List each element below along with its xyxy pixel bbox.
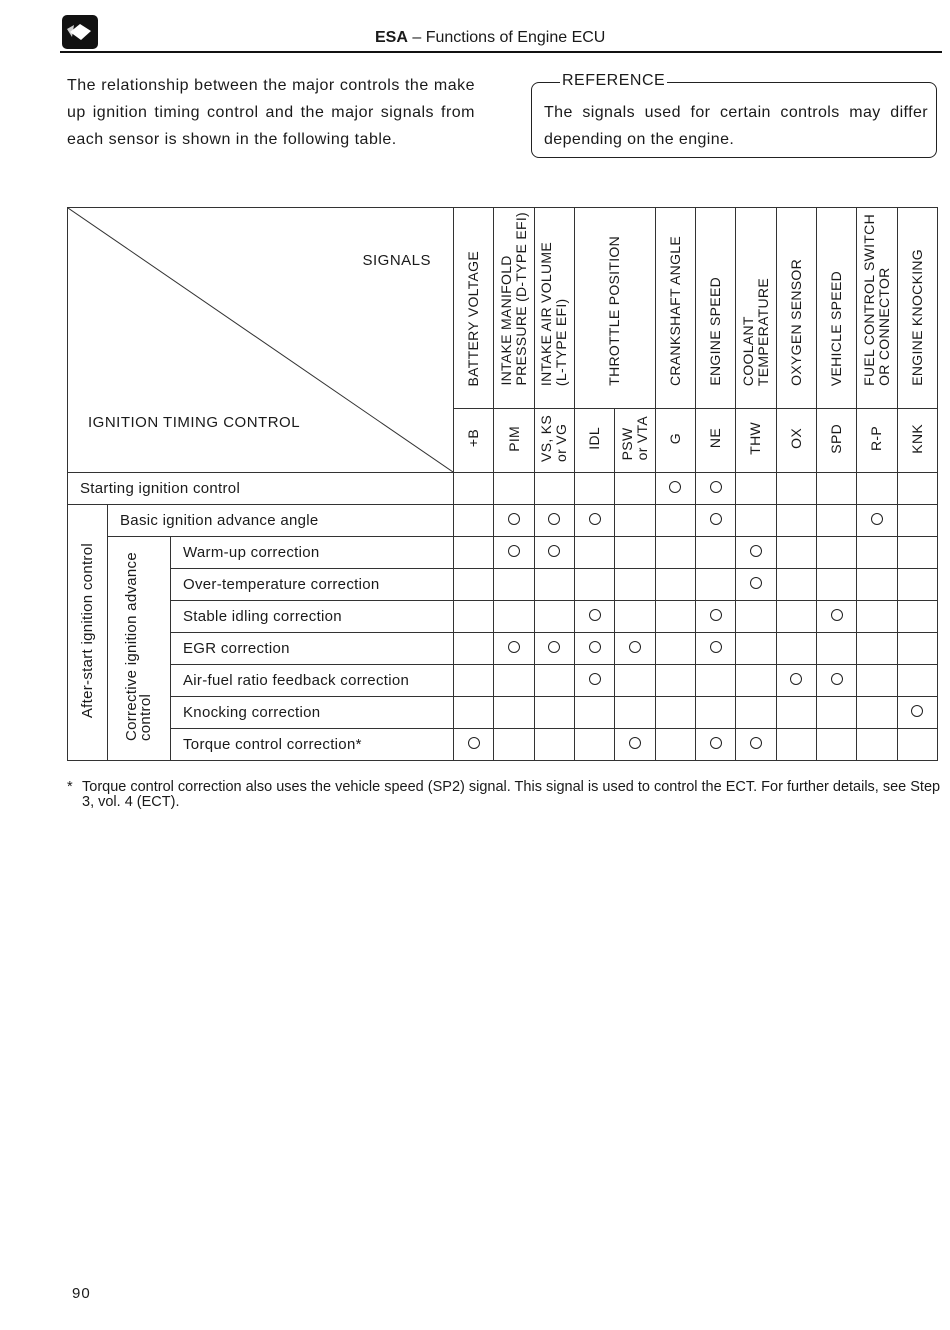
control-label: Over-temperature correction [171,569,454,601]
signal-cell [454,729,494,761]
signal-code-label: VS, KS or VG [538,415,570,462]
signal-cell [454,633,494,665]
signal-cell [615,729,655,761]
signal-cell [494,633,534,665]
table-row [68,473,938,505]
signal-header [534,208,574,409]
signal-cell [575,473,615,505]
signal-cell [534,569,574,601]
signal-code [575,409,615,473]
signal-cell [897,473,937,505]
used-signal-circle-icon [548,545,560,557]
signal-cell [454,569,494,601]
reference-label: REFERENCE [562,72,666,89]
signal-header [736,208,776,409]
signal-cell [615,601,655,633]
signal-cell [816,729,856,761]
signal-cell [695,569,735,601]
signal-header [776,208,816,409]
signal-cell [575,665,615,697]
signal-cell [857,729,897,761]
signal-cell [575,569,615,601]
signal-cell [615,537,655,569]
signal-cell [736,505,776,537]
signal-cell [655,665,695,697]
signal-cell [655,601,695,633]
signal-cell [776,633,816,665]
reference-box [531,72,937,158]
signal-code-label: KNK [908,423,925,454]
signals-heading: SIGNALS [362,252,432,269]
signal-cell [695,505,735,537]
used-signal-circle-icon [790,673,802,685]
signal-name: INTAKE AIR VOLUME (L-TYPE EFI) [538,241,570,386]
signal-cell [897,633,937,665]
signal-cell [575,697,615,729]
signal-cell [857,569,897,601]
intro-paragraph: The relationship between the major controls the make up ignition timing control and the major signals from each sensor is shown in the following table. [67,77,475,148]
signal-cell [736,697,776,729]
signal-cell [695,473,735,505]
signal-name: FUEL CONTROL SWITCH OR CONNECTOR [860,214,892,386]
signal-cell [736,473,776,505]
signal-cell [736,665,776,697]
used-signal-circle-icon [710,737,722,749]
signal-cell [615,473,655,505]
signal-header [816,208,856,409]
control-label: Stable idling correction [171,601,454,633]
signal-code [776,409,816,473]
signal-header [655,208,695,409]
signal-cell [615,505,655,537]
signal-header [575,208,656,409]
signal-cell [454,697,494,729]
signal-code-label: IDL [586,427,603,450]
used-signal-circle-icon [629,641,641,653]
signal-name: COOLANT TEMPERATURE [739,277,771,386]
signal-cell [736,569,776,601]
signal-cell [534,601,574,633]
used-signal-circle-icon [468,737,480,749]
signal-cell [776,729,816,761]
signal-cell [816,473,856,505]
manual-logo-icon [62,15,98,49]
used-signal-circle-icon [710,641,722,653]
signal-code-label: PSW or VTA [618,416,650,461]
signal-cell [857,665,897,697]
signal-header [494,208,534,409]
signal-code-label: OX [787,428,804,449]
signal-cell [534,697,574,729]
used-signal-circle-icon [831,609,843,621]
signal-code [534,409,574,473]
signal-cell [494,473,534,505]
signal-cell [695,729,735,761]
signal-cell [494,729,534,761]
signal-cell [736,601,776,633]
signal-name: OXYGEN SENSOR [787,259,804,386]
signal-cell [575,601,615,633]
signal-cell [454,537,494,569]
table-row [68,569,938,601]
signal-cell [534,729,574,761]
signal-cell [897,729,937,761]
signal-cell [776,697,816,729]
signal-cell [494,697,534,729]
signal-cell [816,633,856,665]
footnote-text: Torque control correction also uses the vehicle speed (SP2) signal. This signal is used to control the ECT. For further details, see Step 3, vol. 4 (ECT). [82,779,941,810]
signal-cell [816,601,856,633]
page-header-title: ESA – Functions of Engine ECU [375,29,606,46]
signal-cell [897,601,937,633]
signal-cell [454,601,494,633]
signal-cell [857,505,897,537]
signal-code [494,409,534,473]
signal-cell [776,505,816,537]
signal-cell [816,697,856,729]
signal-cell [695,633,735,665]
signal-cell [575,537,615,569]
signal-cell [736,537,776,569]
signal-cell [615,665,655,697]
signal-cell [776,537,816,569]
control-label: Air-fuel ratio feedback correction [171,665,454,697]
signal-cell [534,537,574,569]
signal-cell [534,473,574,505]
signal-cell [897,537,937,569]
signal-cell [454,505,494,537]
signal-cell [655,633,695,665]
signal-code-label: +B [465,429,482,448]
used-signal-circle-icon [831,673,843,685]
signal-cell [776,601,816,633]
control-label: Torque control correction* [171,729,454,761]
signal-header [857,208,897,409]
signal-cell [494,537,534,569]
signal-cell [897,569,937,601]
after-start-group [68,505,108,761]
signals-table [67,207,938,761]
signal-cell [454,665,494,697]
signal-code-label: SPD [828,423,845,454]
signal-cell [897,505,937,537]
table-row [68,665,938,697]
signal-name: ENGINE KNOCKING [908,249,925,386]
signal-code [816,409,856,473]
signal-name: INTAKE MANIFOLD PRESSURE (D-TYPE EFI) [498,212,529,386]
signal-name: ENGINE SPEED [707,277,724,386]
signal-cell [615,697,655,729]
control-label: Warm-up correction [171,537,454,569]
table-row [68,601,938,633]
footnote [67,780,942,810]
signal-cell [534,633,574,665]
signal-cell [857,633,897,665]
used-signal-circle-icon [710,513,722,525]
signal-code [655,409,695,473]
control-label: Starting ignition control [68,473,454,505]
signal-cell [615,569,655,601]
signal-cell [454,473,494,505]
signal-name: THROTTLE POSITION [606,236,623,386]
used-signal-circle-icon [629,737,641,749]
page-number: 90 [72,1285,91,1302]
signal-code [615,409,655,473]
signal-cell [655,505,695,537]
signal-cell [494,601,534,633]
table-row [68,505,938,537]
signal-cell [655,569,695,601]
reference-text: The signals used for certain controls may differ depending on the engine. [544,104,928,148]
signal-code [736,409,776,473]
signal-cell [816,505,856,537]
signal-cell [655,697,695,729]
signal-code [454,409,494,473]
signal-cell [897,665,937,697]
used-signal-circle-icon [548,641,560,653]
signal-cell [575,505,615,537]
signal-code [897,409,937,473]
signal-cell [776,473,816,505]
signal-name: VEHICLE SPEED [828,270,845,386]
signal-code-label: NE [707,428,724,449]
header-rule [60,51,942,53]
signal-cell [695,537,735,569]
used-signal-circle-icon [589,513,601,525]
used-signal-circle-icon [710,481,722,493]
used-signal-circle-icon [589,641,601,653]
control-label: EGR correction [171,633,454,665]
signal-cell [816,665,856,697]
signal-cell [494,569,534,601]
used-signal-circle-icon [589,609,601,621]
after-start-group-label: After-start ignition control [78,542,96,719]
signal-cell [816,569,856,601]
used-signal-circle-icon [911,705,923,717]
signal-cell [776,665,816,697]
signal-code-label: PIM [505,425,522,452]
table-row [68,537,938,569]
table-row [68,729,938,761]
used-signal-circle-icon [508,545,520,557]
signal-cell [897,697,937,729]
signal-cell [615,633,655,665]
used-signal-circle-icon [589,673,601,685]
signal-name: BATTERY VOLTAGE [465,250,482,386]
signal-header [897,208,937,409]
signal-cell [494,505,534,537]
signal-cell [534,665,574,697]
signal-cell [655,729,695,761]
signal-header [454,208,494,409]
signal-code [695,409,735,473]
signal-cell [736,633,776,665]
signal-header [695,208,735,409]
signal-cell [655,537,695,569]
signal-cell [655,473,695,505]
signal-cell [575,633,615,665]
signal-cell [695,601,735,633]
corrective-group [108,537,171,761]
signal-name: CRANKSHAFT ANGLE [666,235,683,386]
used-signal-circle-icon [750,545,762,557]
table-row [68,633,938,665]
signal-cell [857,473,897,505]
used-signal-circle-icon [508,513,520,525]
used-signal-circle-icon [710,609,722,621]
table-corner-cell [68,208,454,473]
signal-cell [736,729,776,761]
signal-cell [575,729,615,761]
signal-cell [857,697,897,729]
signal-code-label: G [666,433,683,445]
used-signal-circle-icon [669,481,681,493]
used-signal-circle-icon [508,641,520,653]
used-signal-circle-icon [750,577,762,589]
control-label: Basic ignition advance angle [108,505,454,537]
signal-code-label: R-P [868,425,885,451]
corrective-group-label: Corrective ignition advance control [123,551,154,742]
control-label: Knocking correction [171,697,454,729]
table-row [68,697,938,729]
signal-cell [695,665,735,697]
signal-code [857,409,897,473]
signal-cell [534,505,574,537]
used-signal-circle-icon [548,513,560,525]
signal-cell [494,665,534,697]
used-signal-circle-icon [871,513,883,525]
signal-code-label: THW [747,422,764,455]
signal-cell [857,537,897,569]
signal-cell [816,537,856,569]
signal-cell [857,601,897,633]
ignition-timing-control-heading: IGNITION TIMING CONTROL [88,414,301,431]
signal-cell [695,697,735,729]
signal-cell [776,569,816,601]
footnote-marker: * [67,779,73,795]
used-signal-circle-icon [750,737,762,749]
